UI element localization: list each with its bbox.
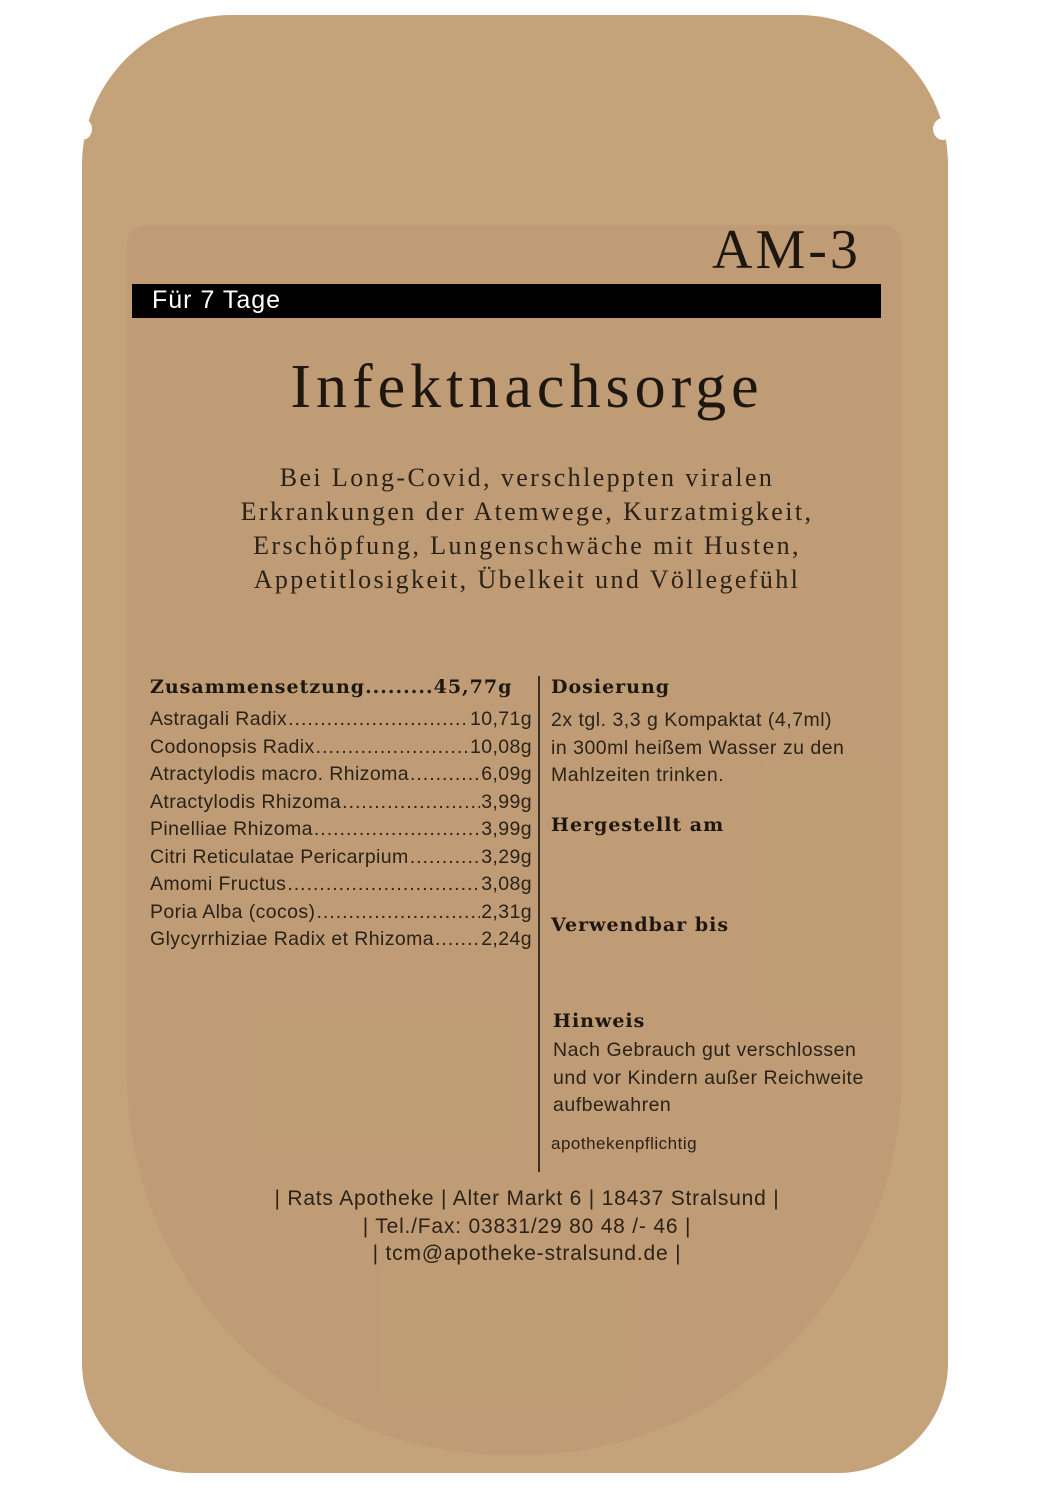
ingredient-name: Glycyrrhiziae Radix et Rhizoma: [150, 928, 435, 950]
dot-leader: [342, 789, 480, 817]
dot-leader: [410, 761, 480, 789]
ingredient-row: [150, 926, 532, 954]
tear-notch-left: [72, 118, 92, 140]
dot-leader: [287, 871, 480, 899]
ingredient-row: [150, 761, 532, 789]
ingredient-amount: 2,24g: [481, 928, 532, 950]
manufactured-heading: Hergestellt am: [551, 814, 725, 836]
ingredient-row: [150, 734, 532, 762]
dot-leader: [435, 926, 480, 954]
ingredient-name: Codonopsis Radix: [150, 735, 315, 758]
composition-heading: Zusammensetzung.........45,77g: [150, 676, 513, 698]
ingredient-name: Pinelliae Rhizoma: [150, 818, 313, 840]
expiry-heading: Verwendbar bis: [551, 914, 730, 936]
ingredient-amount: 6,09g: [481, 763, 532, 785]
pharmacy-contact: [0, 1185, 1054, 1268]
dosage-line: in 300ml heißem Wasser zu den: [551, 736, 845, 759]
ingredient-name: Poria Alba (cocos): [150, 900, 316, 923]
contact-line: | Tel./Fax: 03831/29 80 48 /- 46 |: [362, 1214, 692, 1238]
ingredient-amount: 3,29g: [481, 845, 532, 868]
dot-leader: [316, 899, 480, 927]
contact-line: | tcm@apotheke-stralsund.de |: [372, 1242, 682, 1265]
note-text: [553, 1037, 864, 1120]
indication-line: Erkrankungen der Atemwege, Kurzatmigkeit,: [240, 497, 814, 526]
note-heading: Hinweis: [553, 1010, 646, 1032]
ingredient-name: Atractylodis Rhizoma: [150, 790, 342, 813]
tear-notch-right: [933, 118, 953, 140]
dot-leader: [410, 844, 481, 872]
ingredient-row: [150, 871, 532, 899]
dosage-line: Mahlzeiten trinken.: [551, 764, 725, 786]
ingredient-amount: 2,31g: [481, 900, 532, 923]
ingredient-list: [150, 706, 532, 954]
indication-line: Bei Long-Covid, verschleppten viralen: [279, 463, 775, 492]
dosage-heading: Dosierung: [551, 676, 671, 698]
product-code: AM-3: [712, 219, 861, 281]
ingredient-amount: 3,99g: [481, 790, 532, 813]
note-line: und vor Kindern außer Reichweite: [553, 1066, 864, 1089]
ingredient-row: [150, 789, 532, 817]
ingredient-row: [150, 706, 532, 734]
ingredient-amount: 3,08g: [481, 873, 532, 895]
indication-line: Erschöpfung, Lungenschwäche mit Husten,: [253, 531, 801, 560]
ingredient-row: [150, 816, 532, 844]
column-divider: [538, 676, 540, 1172]
duration-label: Für 7 Tage: [152, 286, 282, 314]
dosage-line: 2x tgl. 3,3 g Kompaktat (4,7ml): [551, 709, 833, 731]
ingredient-amount: 10,71g: [469, 708, 532, 730]
indication-line: Appetitlosigkeit, Übelkeit und Völlegefühl: [253, 565, 801, 594]
dot-leader: [288, 706, 469, 734]
ingredient-amount: 10,08g: [469, 735, 532, 758]
indication-text: [127, 461, 927, 597]
dot-leader: [314, 816, 480, 844]
note-line: aufbewahren: [553, 1094, 672, 1116]
duration-band: [132, 284, 881, 318]
dot-leader: [316, 734, 469, 762]
note-line: Nach Gebrauch gut verschlossen: [553, 1039, 857, 1061]
ingredient-name: Astragali Radix: [150, 708, 288, 730]
ingredient-name: Citri Reticulatae Pericarpium: [150, 845, 409, 868]
dosage-text: [551, 707, 844, 790]
contact-line: | Rats Apotheke | Alter Markt 6 | 18437 Stralsund |: [274, 1187, 780, 1210]
ingredient-row: [150, 899, 532, 927]
product-title: Infektnachsorge: [290, 353, 764, 421]
ingredient-name: Amomi Fructus: [150, 873, 287, 895]
ingredient-amount: 3,99g: [481, 818, 532, 840]
pharmacy-only-label: apothekenpflichtig: [551, 1134, 698, 1153]
ingredient-row: [150, 844, 532, 872]
ingredient-name: Atractylodis macro. Rhizoma: [150, 763, 409, 785]
